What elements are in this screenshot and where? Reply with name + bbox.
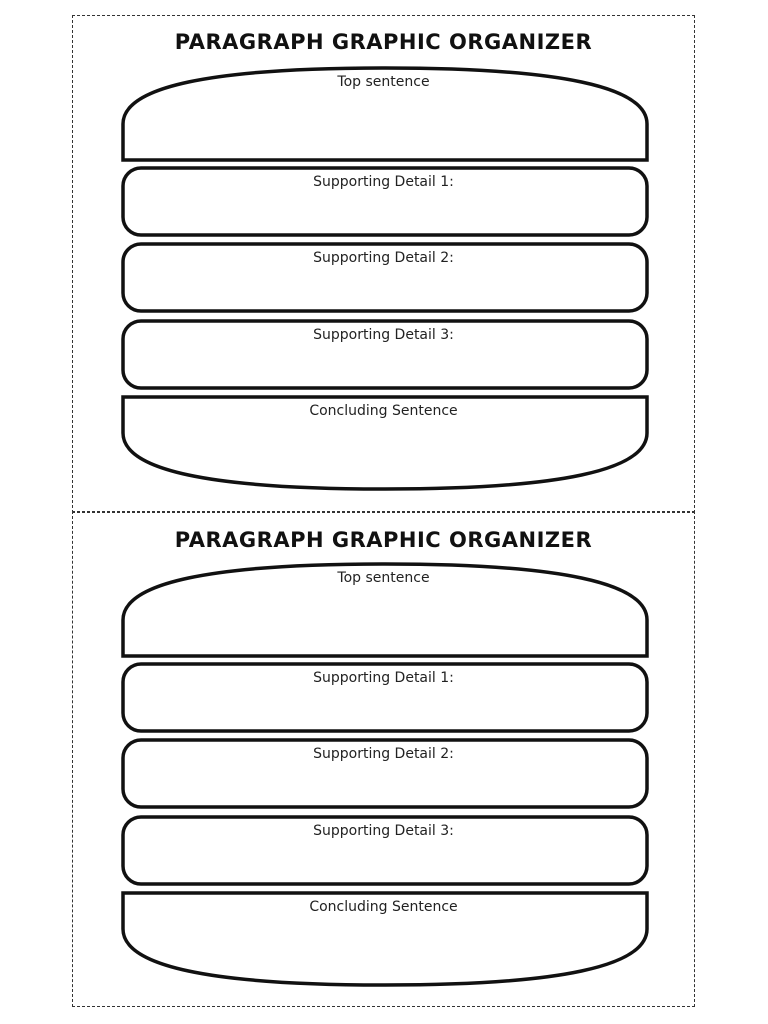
- concluding-sentence-label: Concluding Sentence: [309, 403, 458, 419]
- concluding-sentence-label: Concluding Sentence: [309, 899, 458, 915]
- supporting-detail-2-label: Supporting Detail 2:: [313, 250, 454, 266]
- organizer-panel-1: [72, 15, 695, 513]
- supporting-detail-3-label: Supporting Detail 3:: [313, 823, 454, 839]
- top-sentence-label: Top sentence: [337, 74, 430, 90]
- organizer-title: PARAGRAPH GRAPHIC ORGANIZER: [174, 30, 593, 54]
- supporting-detail-3-label: Supporting Detail 3:: [313, 327, 454, 343]
- top-sentence-label: Top sentence: [337, 570, 430, 586]
- organizer-title: PARAGRAPH GRAPHIC ORGANIZER: [174, 528, 593, 552]
- supporting-detail-1-label: Supporting Detail 1:: [313, 670, 454, 686]
- supporting-detail-1-label: Supporting Detail 1:: [313, 174, 454, 190]
- organizer-panel-2: [72, 511, 695, 1007]
- supporting-detail-2-label: Supporting Detail 2:: [313, 746, 454, 762]
